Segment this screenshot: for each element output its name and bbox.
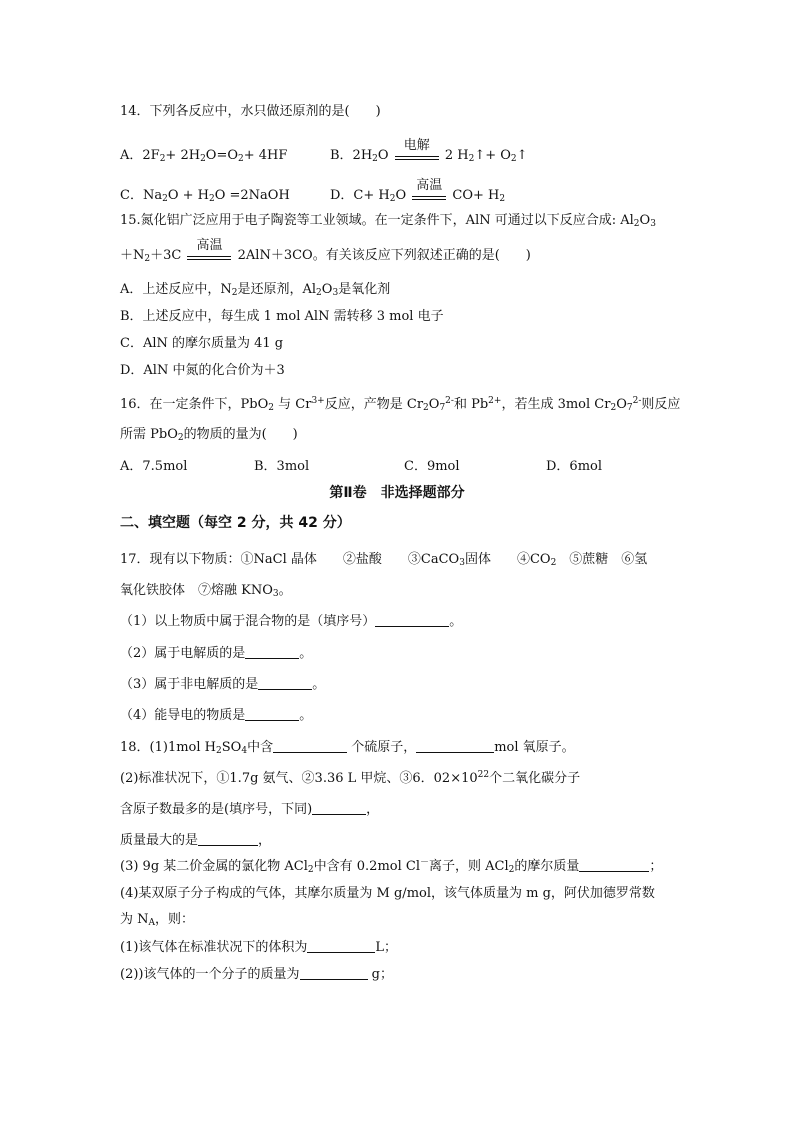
q18-part4-line1: (4)某双原子分子构成的气体，其摩尔质量为 M g/mol，该气体质量为 m g，阿伏加德罗常数 bbox=[120, 886, 655, 901]
q14-option-d: D．$C+ H_2O$ 高温 $CO+ H_2$ bbox=[330, 178, 506, 204]
answer-blank[interactable] bbox=[416, 740, 494, 753]
answer-blank[interactable] bbox=[258, 677, 312, 690]
q18-part4-line2: 为 $N_A$，则： bbox=[120, 912, 195, 928]
q18-part2-line3: 质量最大的是 ， bbox=[120, 833, 272, 848]
q16-option-b: B．3mol bbox=[254, 459, 310, 474]
q15-option-a: A．上述反应中，$N_2$是还原剂，$Al_2O_3$是氧化剂 bbox=[120, 282, 391, 298]
q17-sub1: （1）以上物质中属于混合物的是（填序号） 。 bbox=[120, 614, 463, 629]
section-title: 第Ⅱ卷 非选择题部分 bbox=[329, 485, 465, 501]
q18-part3: (3) 9g 某二价金属的氯化物 ACl$_2$中含有 0.2mol Cl－离子，则 ACl$_2$的摩尔质量 ； bbox=[120, 858, 663, 875]
q15-option-b: B．上述反应中，每生成 1 mol AlN 需转移 3 mol 电子 bbox=[120, 309, 444, 324]
answer-blank[interactable] bbox=[579, 859, 649, 872]
answer-blank[interactable] bbox=[245, 646, 299, 659]
answer-blank[interactable] bbox=[198, 833, 258, 846]
q18-part2-line2: 含原子数最多的是(填序号，下同) ， bbox=[120, 802, 380, 817]
q17-sub4: （4）能导电的物质是 。 bbox=[120, 708, 313, 723]
q17-stem-line1: 17．现有以下物质：①NaCl 晶体 ②盐酸 ③CaCO$_3$固体 $④CO_2$ ⑤蔗糖 ⑥氢 bbox=[120, 552, 648, 568]
q17-sub3: （3）属于非电解质的是 。 bbox=[120, 677, 326, 692]
q15-stem-line1: 15.氮化铝广泛应用于电子陶瓷等工业领域。在一定条件下，AlN 可通过以下反应合成: $Al_2O_3$ bbox=[120, 213, 656, 229]
q14-stem: 14．下列各反应中，水只做还原剂的是( ) bbox=[120, 104, 381, 119]
q16-stem-line1: 16．在一定条件下，PbO$_2$ 与 $Cr^{3+}$反应，产物是 $Cr_2O_7^{2-}$和 $Pb^{2+}$，若生成 3mol $Cr_2O_7^{2-}$则反应 bbox=[120, 396, 681, 413]
q17-stem-line2: 氧化铁胶体 ⑦熔融 $KNO_3$。 bbox=[120, 583, 292, 599]
q18-part4-sub1: (1)该气体在标准状况下的体积为 L； bbox=[120, 940, 398, 955]
answer-blank[interactable] bbox=[273, 740, 347, 753]
answer-blank[interactable] bbox=[312, 802, 366, 815]
q15-option-c: C．AlN 的摩尔质量为 41 g bbox=[120, 336, 284, 351]
q16-option-a: A．7.5mol bbox=[120, 459, 188, 474]
answer-blank[interactable] bbox=[375, 614, 449, 627]
reaction-condition-high-temp: 高温 bbox=[412, 196, 446, 200]
q18-part4-sub2: (2))该气体的一个分子的质量为 g； bbox=[120, 967, 393, 982]
q16-stem-line2: 所需 PbO$_2$的物质的量为( ) bbox=[120, 427, 298, 443]
answer-blank[interactable] bbox=[245, 708, 299, 721]
answer-blank[interactable] bbox=[307, 940, 375, 953]
q15-stem-line2: $+N_2+3C$ 高温 2AlN＋3CO。有关该反应下列叙述正确的是( ) bbox=[120, 238, 531, 264]
answer-blank[interactable] bbox=[300, 967, 368, 980]
part-heading: 二、填空题（每空 2 分，共 42 分） bbox=[120, 515, 351, 531]
q16-option-c: C．9mol bbox=[404, 459, 460, 474]
q18-part2-line1: (2)标准状况下，①1.7g 氨气、②3.36 L 甲烷、③6．$02\times 10^{22}$个二氧化碳分子 bbox=[120, 770, 581, 786]
q17-sub2: （2）属于电解质的是 。 bbox=[120, 646, 313, 661]
q15-option-d: D．AlN 中氮的化合价为＋3 bbox=[120, 363, 285, 378]
reaction-condition-electrolysis: 电解 bbox=[395, 156, 439, 160]
reaction-condition-high-temp: 高温 bbox=[187, 256, 231, 260]
q16-option-d: D．6mol bbox=[546, 459, 603, 474]
q14-option-b: B．$2H_2O$ 电解 2 $H_2↑+$ $O_2↑$ bbox=[330, 138, 528, 164]
q18-part1: 18．(1)1mol $H_2SO_4$中含 个硫原子， mol 氧原子。 bbox=[120, 740, 575, 756]
q14-option-c: C．$Na_2O + H_2O$ =2NaOH bbox=[120, 188, 290, 204]
q14-option-a: A．$2F_2+ 2H_2O=O_2+ 4HF$ bbox=[120, 148, 288, 164]
